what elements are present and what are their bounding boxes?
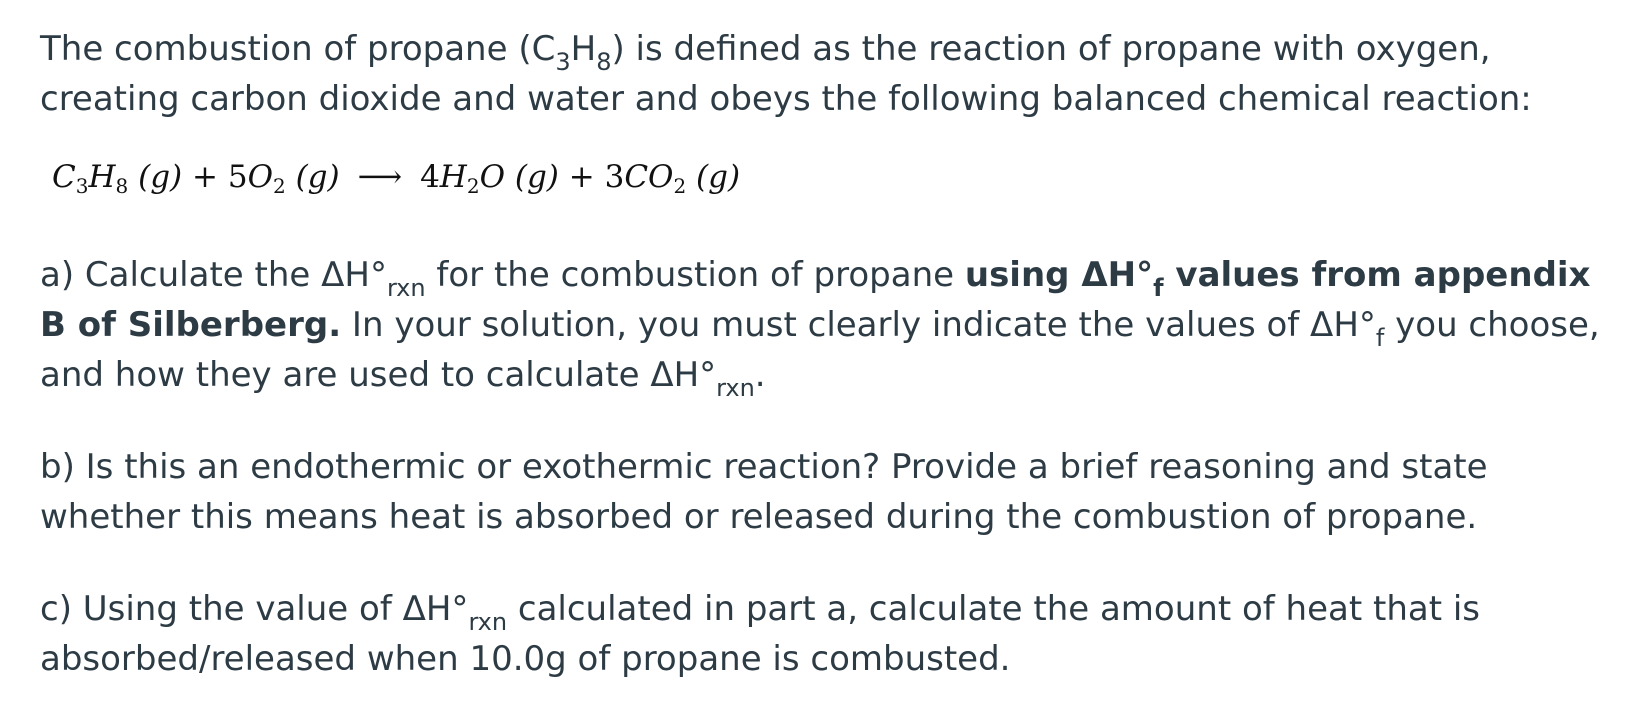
eq-term: O [479, 159, 505, 195]
subscript: f [1153, 274, 1164, 302]
subscript: 2 [466, 174, 480, 198]
subscript: rxn [468, 608, 508, 636]
question-document [40, 24, 1600, 684]
subscript: 8 [596, 48, 612, 76]
subscript: 2 [272, 174, 286, 198]
eq-plus: + [182, 159, 228, 195]
part-a-text: In your solution, you must clearly indicate the values of ΔH° [341, 305, 1376, 345]
intro-text: The combustion of propane (C [40, 29, 556, 69]
intro-paragraph [40, 24, 1600, 124]
subscript: rxn [386, 274, 426, 302]
subscript: 2 [673, 174, 687, 198]
subscript: 3 [555, 48, 571, 76]
eq-plus: + [558, 159, 605, 195]
part-a-text: . [754, 355, 766, 395]
eq-coefficient: 3 [604, 159, 625, 195]
eq-state: (g) [686, 159, 741, 195]
subscript: rxn [716, 374, 755, 402]
part-a-text: for the combustion of propane [425, 255, 965, 295]
subscript: 3 [75, 174, 89, 198]
eq-term: H [439, 159, 467, 195]
eq-term: C [52, 159, 76, 195]
reaction-arrow-icon: ⟶ [357, 159, 403, 195]
part-a-text: a) Calculate the ΔH° [40, 255, 387, 295]
question-part-a [40, 250, 1600, 400]
intro-text: H [570, 29, 597, 69]
question-part-b: b) Is this an endothermic or exothermic reaction? Provide a brief reasoning and state whether this means heat is absorbed or released during the combustion of propane. [40, 447, 1488, 537]
eq-term: H [88, 159, 116, 195]
eq-state: (g) [128, 159, 183, 195]
question-part-c [40, 584, 1600, 684]
eq-term: CO [624, 159, 674, 195]
part-c-text: c) Using the value of ΔH° [40, 589, 469, 629]
part-a-bold-text: using ΔH° [964, 255, 1154, 295]
eq-coefficient: 5 [227, 159, 248, 195]
part-c-text: calculated in part a, calculate the amount of heat that is absorbed/released when 10.0g of propane is combusted. [40, 589, 1480, 679]
part-a-bold-text: values from appendix B of Silberberg. [40, 255, 1591, 345]
subscript: 8 [115, 174, 129, 198]
eq-state: (g) [505, 159, 559, 195]
intro-text: ) is defined as the reaction of propane with oxygen, creating carbon dioxide and water and obeys the following balanced chemical reaction: [40, 29, 1532, 119]
subscript: f [1375, 324, 1385, 352]
eq-term: O [247, 159, 273, 195]
eq-state: (g) [285, 159, 340, 195]
eq-coefficient: 4 [420, 159, 440, 195]
chemical-equation [52, 152, 1600, 202]
part-a-text: you choose, and how they are used to calculate ΔH° [40, 305, 1600, 395]
